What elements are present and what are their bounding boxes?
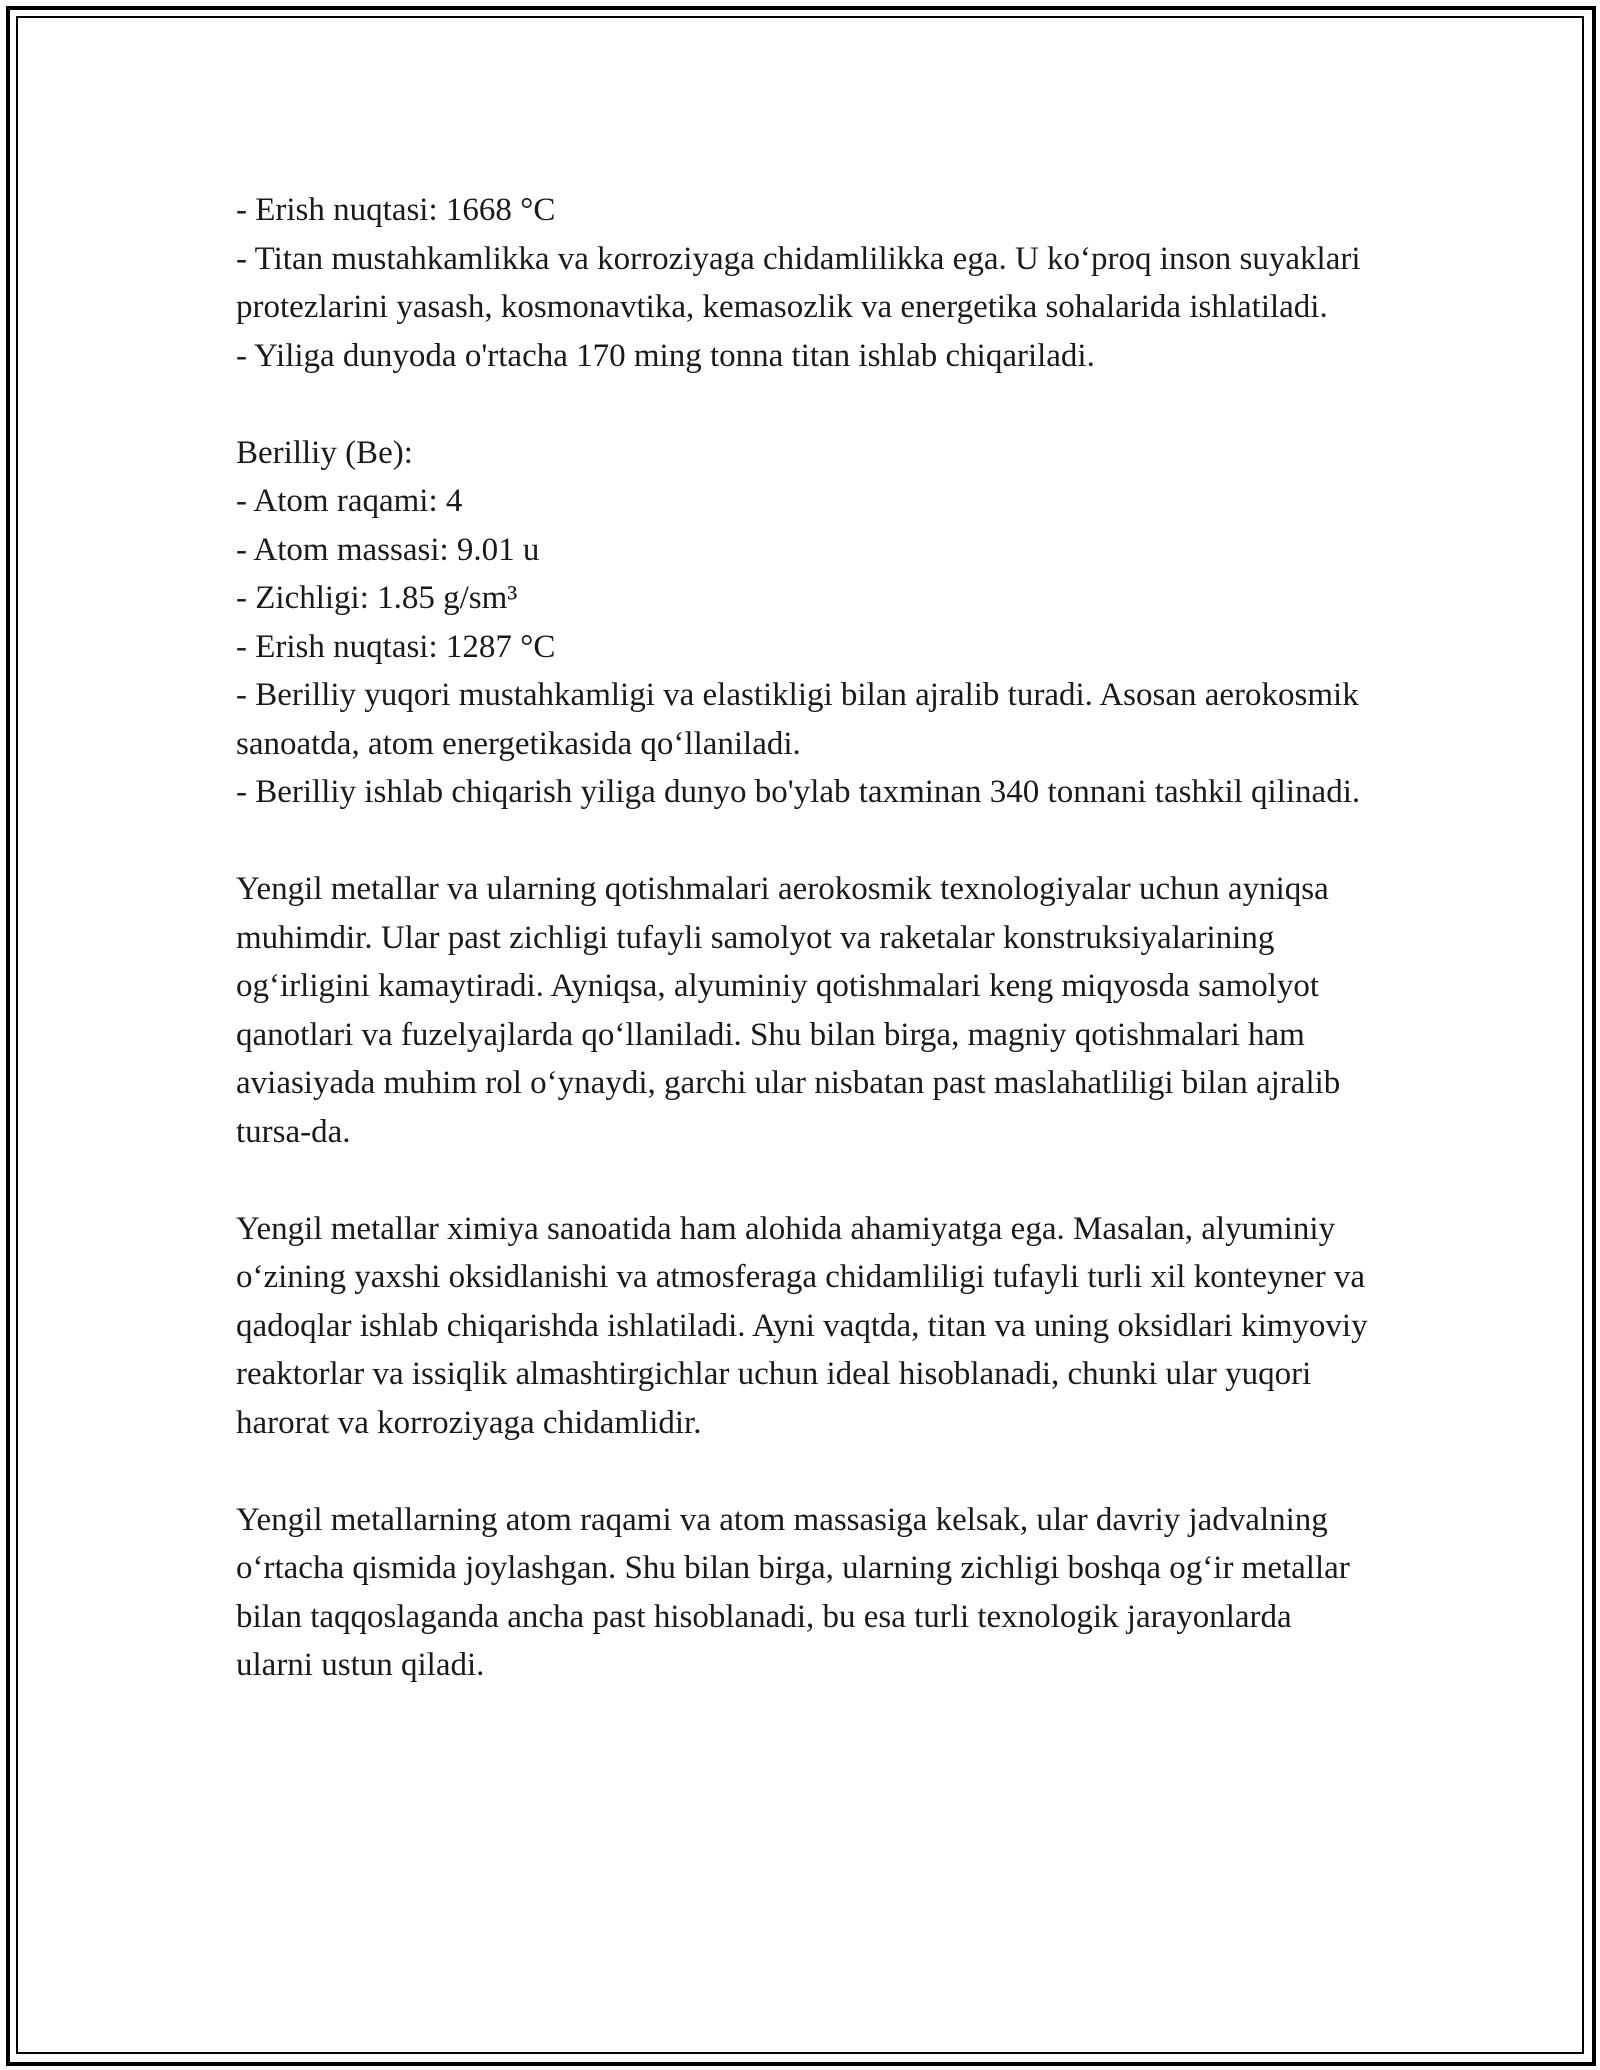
beryllium-atomic-number: - Atom raqami: 4 (236, 483, 463, 519)
titan-melting-point: - Erish nuqtasi: 1668 °C (236, 192, 556, 228)
section-spacer (236, 1447, 1376, 1496)
beryllium-properties: - Berilliy yuqori mustahkamligi va elastikligi bilan ajralib turadi. Asosan aerokosmik sanoatda, atom energetikasida qo‘llaniladi. (236, 677, 1367, 762)
paragraph-aerospace: Yengil metallar va ularning qotishmalari aerokosmik texnologiyalar uchun ayniqsa muhimdir. Ular past zichligi tufayli samolyot va raketalar konstruksiyalarining og‘irligini kamaytiradi. Ayniqsa, alyuminiy qotishmalari keng miqyosda samolyot qanotlari va fuzelyajlarda qo‘llaniladi. Shu bilan birga, magniy qotishmalari ham aviasiyada muhim rol o‘ynaydi, garchi ular nisbatan past maslahatliligi bilan ajralib tursa-da. (236, 871, 1349, 1150)
titan-properties: - Titan mustahkamlikka va korroziyaga chidamlilikka ega. U ko‘proq inson suyaklari protezlarini yasash, kosmonavtika, kemasozlik va energetika sohalarida ishlatiladi. (236, 240, 1369, 325)
titan-section (236, 186, 1376, 380)
paragraph-chemical-industry: Yengil metallar ximiya sanoatida ham alohida ahamiyatga ega. Masalan, alyuminiy o‘zining yaxshi oksidlanishi va atmosferaga chidamliligi tufayli turli xil konteyner va qadoqlar ishlab chiqarishda ishlatiladi. Ayni vaqtda, titan va uning oksidlari kimyoviy reaktorlar va issiqlik almashtirgichlar uchun ideal hisoblanadi, chunki ular yuqori harorat va korroziyaga chidamlidir. (236, 1210, 1376, 1441)
document-body (236, 186, 1376, 1690)
titan-production: - Yiliga dunyoda o'rtacha 170 ming tonna titan ishlab chiqariladi. (236, 337, 1095, 374)
paragraph-periodic-table: Yengil metallarning atom raqami va atom massasiga kelsak, ular davriy jadvalning o‘rtacha qismida joylashgan. Shu bilan birga, ularning zichligi boshqa og‘ir metallar bilan taqqoslaganda ancha past hisoblanadi, bu esa turli texnologik jarayonlarda ularni ustun qiladi. (236, 1501, 1359, 1683)
section-spacer (236, 1156, 1376, 1205)
section-spacer (236, 380, 1376, 429)
beryllium-production: - Berilliy ishlab chiqarish yiliga dunyo bo'ylab taxminan 340 tonnani tashkil qilinadi. (236, 774, 1361, 810)
section-spacer (236, 817, 1376, 866)
beryllium-density: - Zichligi: 1.85 g/sm³ (236, 580, 518, 616)
beryllium-atomic-mass: - Atom massasi: 9.01 u (236, 531, 540, 568)
beryllium-heading: Berilliy (Be): (236, 434, 413, 471)
beryllium-section (236, 429, 1376, 817)
beryllium-melting-point: - Erish nuqtasi: 1287 °C (236, 628, 556, 665)
